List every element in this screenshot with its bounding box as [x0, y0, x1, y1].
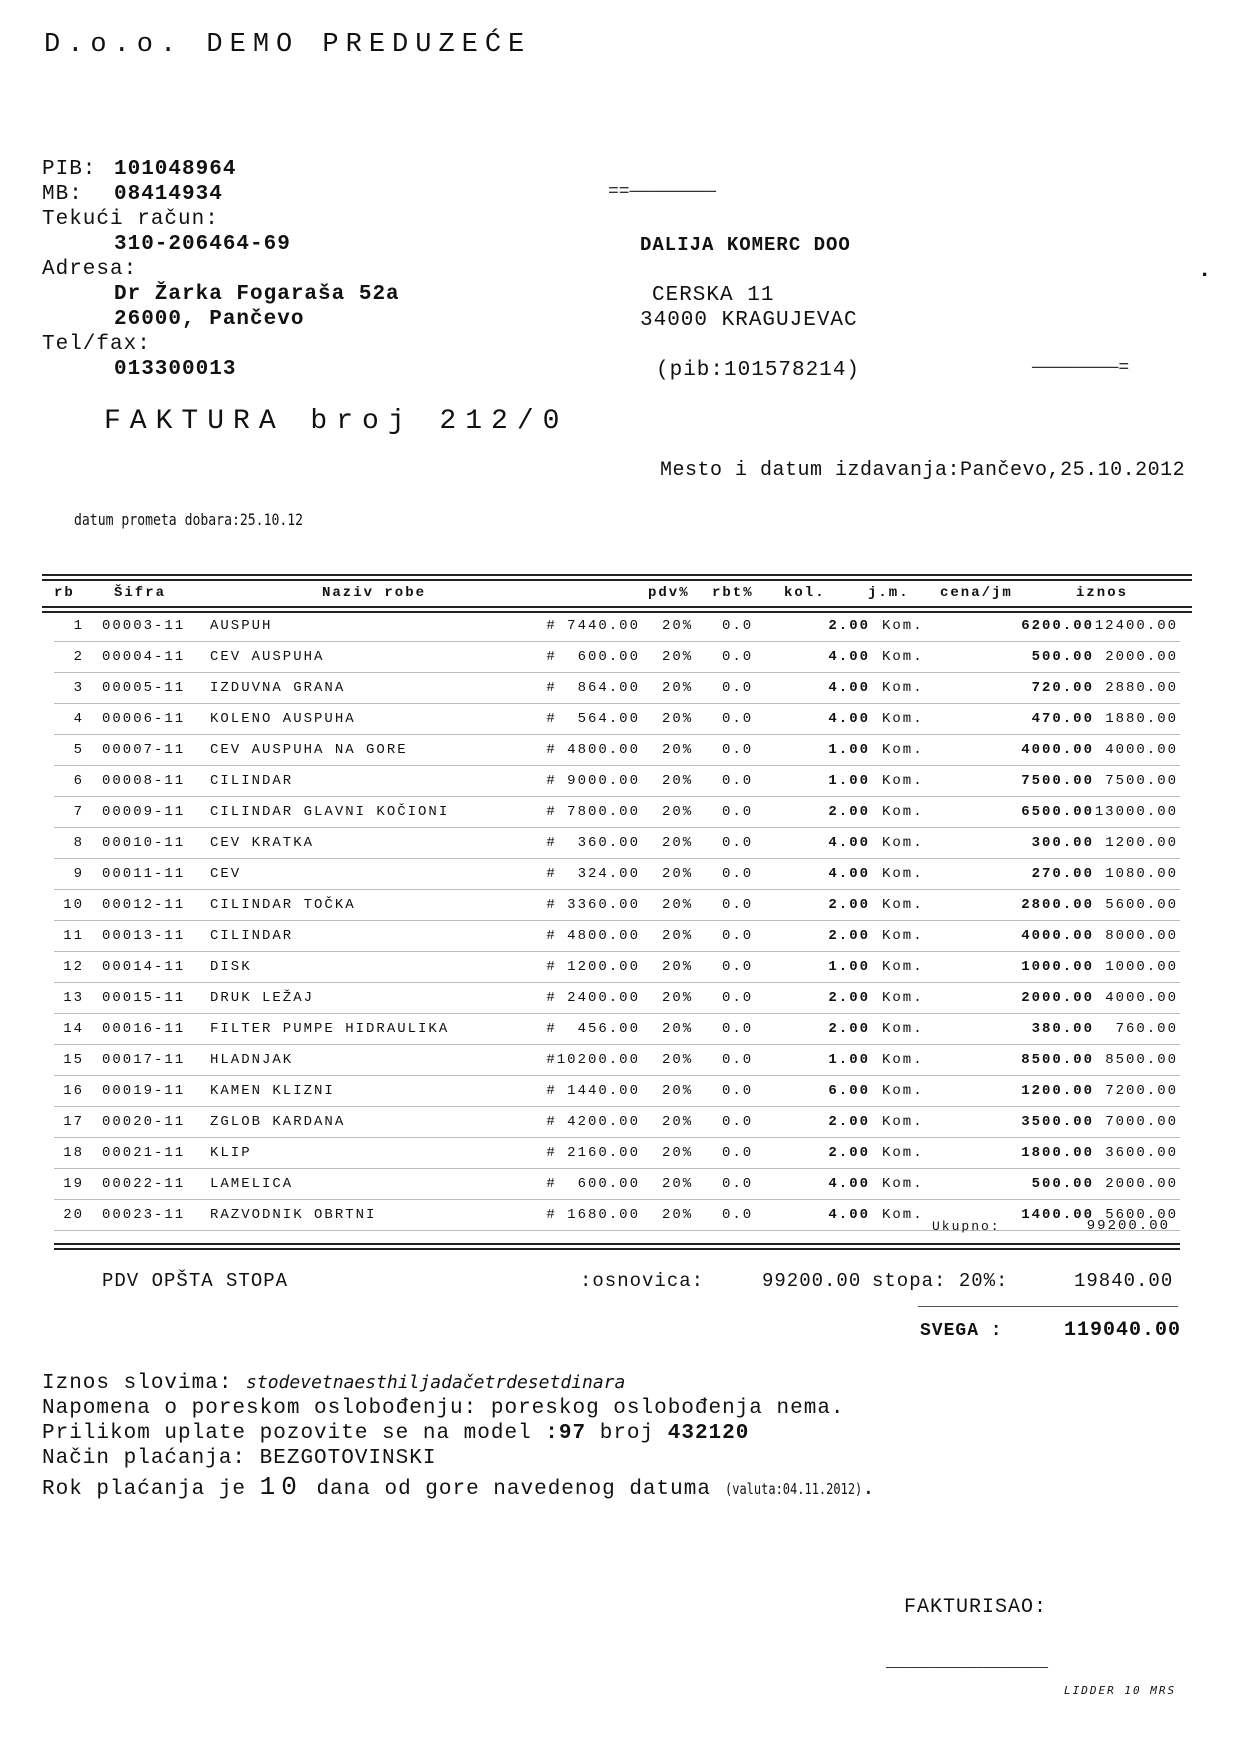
- payment-number-label: broj: [599, 1422, 655, 1445]
- cell-kol: 2.00: [828, 1114, 870, 1130]
- cell-cena: 720.00: [1031, 680, 1094, 696]
- cell-pdv: 20%: [662, 990, 694, 1006]
- cell-rbt: 0.0: [722, 1207, 754, 1223]
- cell-iznos: 2000.00: [1105, 1176, 1178, 1192]
- cell-jm: Kom.: [882, 711, 924, 727]
- cell-rb: 13: [63, 990, 84, 1006]
- cell-iznos: 4000.00: [1105, 990, 1178, 1006]
- cell-kol: 2.00: [828, 1145, 870, 1161]
- cell-sifra: 00019-11: [102, 1083, 186, 1099]
- cell-iznos: 13000.00: [1094, 804, 1178, 820]
- cell-rb: 3: [73, 680, 84, 696]
- cell-naziv: FILTER PUMPE HIDRAULIKA: [210, 1021, 450, 1037]
- col-iznos: iznos: [1076, 585, 1129, 601]
- cell-naziv: DISK: [210, 959, 252, 975]
- cell-iznos: 1880.00: [1105, 711, 1178, 727]
- cell-naziv: KLIP: [210, 1145, 252, 1161]
- cell-rb: 2: [73, 649, 84, 665]
- customer-dot: .: [1198, 258, 1212, 283]
- cell-pdv: 20%: [662, 1021, 694, 1037]
- table-top-rule: [42, 574, 1192, 581]
- cell-kol: 4.00: [828, 835, 870, 851]
- payment-model: :97: [545, 1422, 587, 1445]
- cell-sifra: 00004-11: [102, 649, 186, 665]
- cell-iznos: 12400.00: [1094, 618, 1178, 634]
- cell-naziv: CILINDAR GLAVNI KOČIONI: [210, 804, 450, 820]
- customer-top-marks: ==————————: [608, 182, 717, 202]
- cell-jm: Kom.: [882, 835, 924, 851]
- cell-cena: 7500.00: [1021, 773, 1094, 789]
- cell-sifra: 00013-11: [102, 928, 186, 944]
- cell-naziv: RAZVODNIK OBRTNI: [210, 1207, 377, 1223]
- cell-price: # 600.00: [546, 649, 640, 665]
- cell-rb: 10: [63, 897, 84, 913]
- cell-kol: 1.00: [828, 1052, 870, 1068]
- cell-rbt: 0.0: [722, 742, 754, 758]
- phone-label: Tel/fax:: [42, 333, 151, 356]
- cell-rbt: 0.0: [722, 711, 754, 727]
- cell-jm: Kom.: [882, 680, 924, 696]
- cell-iznos: 5600.00: [1105, 1207, 1178, 1223]
- cell-iznos: 7500.00: [1105, 773, 1178, 789]
- cell-iznos: 8500.00: [1105, 1052, 1178, 1068]
- cell-naziv: CEV AUSPUHA: [210, 649, 325, 665]
- tax-exemption-note: Napomena o poreskom oslobođenju: poreskog oslobođenja nema.: [42, 1397, 845, 1420]
- signature-label: FAKTURISAO:: [904, 1596, 1048, 1619]
- payment-term-text: Rok plaćanja je: [42, 1478, 247, 1501]
- issue-place-date: Mesto i datum izdavanja:Pančevo,25.10.2012: [660, 459, 1186, 482]
- invoice-items: [54, 611, 1180, 1231]
- cell-cena: 3500.00: [1021, 1114, 1094, 1130]
- cell-naziv: KAMEN KLIZNI: [210, 1083, 335, 1099]
- software-footer: LIDDER 10 MRS: [1064, 1684, 1177, 1697]
- customer-name: DALIJA KOMERC DOO: [640, 234, 851, 256]
- cell-jm: Kom.: [882, 742, 924, 758]
- cell-rb: 12: [63, 959, 84, 975]
- table-row: [54, 828, 1180, 859]
- cell-sifra: 00023-11: [102, 1207, 186, 1223]
- cell-price: # 1440.00: [546, 1083, 640, 1099]
- mb-label: MB:: [42, 183, 83, 206]
- cell-naziv: LAMELICA: [210, 1176, 294, 1192]
- valuta-date: (valuta:04.11.2012): [724, 1480, 862, 1498]
- cell-sifra: 00007-11: [102, 742, 186, 758]
- tax-base-value: 99200.00: [762, 1270, 862, 1292]
- cell-sifra: 00011-11: [102, 866, 186, 882]
- payment-term-end: .: [862, 1478, 876, 1501]
- mb-value: 08414934: [114, 183, 223, 206]
- cell-cena: 6200.00: [1021, 618, 1094, 634]
- cell-rbt: 0.0: [722, 959, 754, 975]
- cell-rbt: 0.0: [722, 1021, 754, 1037]
- table-row: [54, 1138, 1180, 1169]
- cell-jm: Kom.: [882, 990, 924, 1006]
- cell-kol: 2.00: [828, 618, 870, 634]
- cell-rbt: 0.0: [722, 1114, 754, 1130]
- total-label: Ukupno:: [932, 1219, 1001, 1234]
- cell-rbt: 0.0: [722, 990, 754, 1006]
- cell-jm: Kom.: [882, 649, 924, 665]
- cell-jm: Kom.: [882, 897, 924, 913]
- table-row: [54, 642, 1180, 673]
- cell-rb: 7: [73, 804, 84, 820]
- grand-total-value: 119040.00: [1064, 1319, 1182, 1342]
- table-row: [54, 1014, 1180, 1045]
- cell-iznos: 4000.00: [1105, 742, 1178, 758]
- cell-rb: 9: [73, 866, 84, 882]
- total-value: 99200.00: [1086, 1218, 1170, 1234]
- cell-pdv: 20%: [662, 1114, 694, 1130]
- cell-pdv: 20%: [662, 1052, 694, 1068]
- table-row: [54, 766, 1180, 797]
- cell-kol: 4.00: [828, 1207, 870, 1223]
- table-row: [54, 1107, 1180, 1138]
- cell-cena: 6500.00: [1021, 804, 1094, 820]
- cell-jm: Kom.: [882, 1207, 924, 1223]
- cell-pdv: 20%: [662, 649, 694, 665]
- cell-rb: 18: [63, 1145, 84, 1161]
- cell-price: # 360.00: [546, 835, 640, 851]
- cell-kol: 6.00: [828, 1083, 870, 1099]
- cell-pdv: 20%: [662, 618, 694, 634]
- cell-pdv: 20%: [662, 1207, 694, 1223]
- cell-rbt: 0.0: [722, 928, 754, 944]
- cell-sifra: 00022-11: [102, 1176, 186, 1192]
- cell-pdv: 20%: [662, 1083, 694, 1099]
- table-row: [54, 673, 1180, 704]
- cell-jm: Kom.: [882, 1083, 924, 1099]
- cell-price: # 324.00: [546, 866, 640, 882]
- cell-sifra: 00008-11: [102, 773, 186, 789]
- cell-iznos: 3600.00: [1105, 1145, 1178, 1161]
- cell-rbt: 0.0: [722, 1145, 754, 1161]
- cell-kol: 4.00: [828, 866, 870, 882]
- address-label: Adresa:: [42, 258, 138, 281]
- col-rbt: rbt%: [712, 585, 754, 601]
- cell-kol: 1.00: [828, 742, 870, 758]
- cell-iznos: 7000.00: [1105, 1114, 1178, 1130]
- cell-cena: 1200.00: [1021, 1083, 1094, 1099]
- customer-pib: (pib:101578214): [656, 359, 861, 382]
- col-rb: rb: [54, 585, 75, 601]
- pib-label: PIB:: [42, 158, 97, 181]
- grand-rule: [918, 1306, 1178, 1307]
- cell-sifra: 00010-11: [102, 835, 186, 851]
- cell-sifra: 00003-11: [102, 618, 186, 634]
- cell-rb: 1: [73, 618, 84, 634]
- cell-sifra: 00006-11: [102, 711, 186, 727]
- col-cena: cena/jm: [940, 585, 1013, 601]
- cell-rb: 5: [73, 742, 84, 758]
- table-header: [42, 582, 1192, 606]
- cell-cena: 1400.00: [1021, 1207, 1094, 1223]
- cell-cena: 380.00: [1031, 1021, 1094, 1037]
- cell-rb: 19: [63, 1176, 84, 1192]
- company-street: Dr Žarka Fogaraša 52a: [114, 283, 400, 306]
- cell-jm: Kom.: [882, 1052, 924, 1068]
- cell-pdv: 20%: [662, 835, 694, 851]
- tax-rate: stopa: 20%:: [872, 1270, 1009, 1292]
- cell-iznos: 1200.00: [1105, 835, 1178, 851]
- cell-price: # 4800.00: [546, 928, 640, 944]
- table-row: [54, 1169, 1180, 1200]
- cell-rb: 11: [63, 928, 84, 944]
- cell-naziv: DRUK LEŽAJ: [210, 990, 315, 1006]
- cell-rbt: 0.0: [722, 773, 754, 789]
- cell-naziv: CILINDAR TOČKA: [210, 897, 356, 913]
- cell-rb: 6: [73, 773, 84, 789]
- cell-price: #10200.00: [546, 1052, 640, 1068]
- cell-sifra: 00021-11: [102, 1145, 186, 1161]
- cell-rbt: 0.0: [722, 618, 754, 634]
- cell-price: # 3360.00: [546, 897, 640, 913]
- cell-jm: Kom.: [882, 804, 924, 820]
- pib-value: 101048964: [114, 158, 237, 181]
- cell-naziv: IZDUVNA GRANA: [210, 680, 346, 696]
- cell-cena: 500.00: [1031, 649, 1094, 665]
- col-naziv: Naziv robe: [322, 585, 427, 601]
- account-label: Tekući račun:: [42, 208, 219, 231]
- cell-jm: Kom.: [882, 1176, 924, 1192]
- customer-side-marks: ————————=: [1032, 358, 1130, 378]
- cell-naziv: CEV AUSPUHA NA GORE: [210, 742, 408, 758]
- cell-jm: Kom.: [882, 928, 924, 944]
- account-value: 310-206464-69: [114, 233, 291, 256]
- cell-rbt: 0.0: [722, 680, 754, 696]
- cell-sifra: 00017-11: [102, 1052, 186, 1068]
- cell-iznos: 1080.00: [1105, 866, 1178, 882]
- cell-pdv: 20%: [662, 1145, 694, 1161]
- cell-price: # 864.00: [546, 680, 640, 696]
- cell-kol: 4.00: [828, 649, 870, 665]
- cell-pdv: 20%: [662, 804, 694, 820]
- col-jm: j.m.: [868, 585, 910, 601]
- table-row: [54, 921, 1180, 952]
- cell-jm: Kom.: [882, 1021, 924, 1037]
- table-row: [54, 797, 1180, 828]
- phone-value: 013300013: [114, 358, 237, 381]
- cell-rb: 8: [73, 835, 84, 851]
- cell-jm: Kom.: [882, 1114, 924, 1130]
- cell-rbt: 0.0: [722, 1052, 754, 1068]
- amount-words-line: [42, 1372, 625, 1395]
- cell-price: # 2160.00: [546, 1145, 640, 1161]
- cell-price: # 456.00: [546, 1021, 640, 1037]
- tax-label: PDV OPŠTA STOPA: [102, 1270, 289, 1292]
- signature-line: _______________: [886, 1652, 1049, 1672]
- cell-cena: 4000.00: [1021, 928, 1094, 944]
- cell-pdv: 20%: [662, 742, 694, 758]
- cell-pdv: 20%: [662, 773, 694, 789]
- cell-price: # 9000.00: [546, 773, 640, 789]
- cell-naziv: HLADNJAK: [210, 1052, 294, 1068]
- company-city: 26000, Pančevo: [114, 308, 305, 331]
- payment-term: [42, 1472, 876, 1502]
- cell-iznos: 2880.00: [1105, 680, 1178, 696]
- cell-cena: 300.00: [1031, 835, 1094, 851]
- cell-price: # 7800.00: [546, 804, 640, 820]
- cell-rbt: 0.0: [722, 1176, 754, 1192]
- cell-jm: Kom.: [882, 618, 924, 634]
- cell-jm: Kom.: [882, 773, 924, 789]
- cell-price: # 600.00: [546, 1176, 640, 1192]
- cell-price: # 1200.00: [546, 959, 640, 975]
- cell-kol: 2.00: [828, 897, 870, 913]
- table-row: [54, 859, 1180, 890]
- table-row: [54, 952, 1180, 983]
- cell-price: # 7440.00: [546, 618, 640, 634]
- table-row: [54, 611, 1180, 642]
- cell-iznos: 5600.00: [1105, 897, 1178, 913]
- table-row: [54, 735, 1180, 766]
- table-row: [54, 890, 1180, 921]
- cell-sifra: 00009-11: [102, 804, 186, 820]
- cell-kol: 2.00: [828, 928, 870, 944]
- invoice-title: FAKTURA broj 212/0: [104, 406, 569, 437]
- col-kol: kol.: [784, 585, 826, 601]
- cell-jm: Kom.: [882, 866, 924, 882]
- cell-rbt: 0.0: [722, 804, 754, 820]
- table-row: [54, 704, 1180, 735]
- payment-number: 432120: [667, 1422, 750, 1445]
- cell-cena: 4000.00: [1021, 742, 1094, 758]
- payment-reference-text: Prilikom uplate pozovite se na model: [42, 1422, 532, 1445]
- table-bottom-rule: [54, 1243, 1180, 1250]
- cell-rbt: 0.0: [722, 866, 754, 882]
- cell-sifra: 00012-11: [102, 897, 186, 913]
- table-row: [54, 983, 1180, 1014]
- cell-rb: 14: [63, 1021, 84, 1037]
- cell-cena: 2000.00: [1021, 990, 1094, 1006]
- cell-kol: 4.00: [828, 680, 870, 696]
- cell-pdv: 20%: [662, 680, 694, 696]
- cell-sifra: 00016-11: [102, 1021, 186, 1037]
- cell-naziv: ZGLOB KARDANA: [210, 1114, 346, 1130]
- cell-cena: 2800.00: [1021, 897, 1094, 913]
- cell-naziv: CEV: [210, 866, 242, 882]
- cell-kol: 4.00: [828, 711, 870, 727]
- table-row: [54, 1200, 1180, 1231]
- cell-rb: 17: [63, 1114, 84, 1130]
- cell-sifra: 00014-11: [102, 959, 186, 975]
- cell-cena: 270.00: [1031, 866, 1094, 882]
- cell-pdv: 20%: [662, 1176, 694, 1192]
- cell-price: # 4800.00: [546, 742, 640, 758]
- payment-reference: [42, 1422, 749, 1445]
- cell-jm: Kom.: [882, 1145, 924, 1161]
- cell-sifra: 00005-11: [102, 680, 186, 696]
- cell-rbt: 0.0: [722, 835, 754, 851]
- cell-rb: 20: [63, 1207, 84, 1223]
- cell-iznos: 760.00: [1115, 1021, 1178, 1037]
- amount-words-label: Iznos slovima:: [42, 1372, 233, 1395]
- cell-cena: 1800.00: [1021, 1145, 1094, 1161]
- cell-pdv: 20%: [662, 897, 694, 913]
- cell-rb: 16: [63, 1083, 84, 1099]
- cell-price: # 564.00: [546, 711, 640, 727]
- tax-amount: 19840.00: [1074, 1270, 1174, 1292]
- cell-pdv: 20%: [662, 866, 694, 882]
- table-row: [54, 1045, 1180, 1076]
- payment-term-rest: dana od gore navedenog datuma: [316, 1478, 711, 1501]
- cell-cena: 500.00: [1031, 1176, 1094, 1192]
- cell-iznos: 7200.00: [1105, 1083, 1178, 1099]
- cell-kol: 2.00: [828, 1021, 870, 1037]
- company-name: D.o.o. DEMO PREDUZEĆE: [44, 30, 532, 60]
- cell-rbt: 0.0: [722, 649, 754, 665]
- cell-price: # 1680.00: [546, 1207, 640, 1223]
- col-pdv: pdv%: [648, 585, 690, 601]
- cell-naziv: CILINDAR: [210, 928, 294, 944]
- table-row: [54, 1076, 1180, 1107]
- cell-rbt: 0.0: [722, 897, 754, 913]
- payment-method: Način plaćanja: BEZGOTOVINSKI: [42, 1447, 437, 1470]
- grand-total-label: SVEGA :: [920, 1321, 1003, 1341]
- cell-kol: 2.00: [828, 990, 870, 1006]
- cell-cena: 470.00: [1031, 711, 1094, 727]
- amount-words: stodevetnaesthiljadačetrdesetdinara: [246, 1372, 626, 1393]
- cell-pdv: 20%: [662, 928, 694, 944]
- cell-naziv: KOLENO AUSPUHA: [210, 711, 356, 727]
- cell-cena: 8500.00: [1021, 1052, 1094, 1068]
- tax-base-label: :osnovica:: [580, 1270, 705, 1292]
- cell-iznos: 2000.00: [1105, 649, 1178, 665]
- cell-iznos: 1000.00: [1105, 959, 1178, 975]
- cell-naziv: CILINDAR: [210, 773, 294, 789]
- cell-pdv: 20%: [662, 959, 694, 975]
- cell-price: # 2400.00: [546, 990, 640, 1006]
- cell-sifra: 00015-11: [102, 990, 186, 1006]
- cell-pdv: 20%: [662, 711, 694, 727]
- cell-kol: 1.00: [828, 773, 870, 789]
- cell-cena: 1000.00: [1021, 959, 1094, 975]
- cell-kol: 4.00: [828, 1176, 870, 1192]
- cell-rbt: 0.0: [722, 1083, 754, 1099]
- cell-kol: 2.00: [828, 804, 870, 820]
- cell-rb: 15: [63, 1052, 84, 1068]
- turnover-date: datum prometa dobara:25.10.12: [74, 510, 304, 529]
- cell-rb: 4: [73, 711, 84, 727]
- cell-kol: 1.00: [828, 959, 870, 975]
- col-sifra: Šifra: [114, 585, 167, 601]
- cell-naziv: CEV KRATKA: [210, 835, 315, 851]
- cell-jm: Kom.: [882, 959, 924, 975]
- cell-price: # 4200.00: [546, 1114, 640, 1130]
- payment-term-days: 10: [259, 1472, 303, 1502]
- cell-sifra: 00020-11: [102, 1114, 186, 1130]
- cell-iznos: 8000.00: [1105, 928, 1178, 944]
- cell-naziv: AUSPUH: [210, 618, 273, 634]
- customer-street: CERSKA 11: [652, 284, 775, 307]
- customer-city: 34000 KRAGUJEVAC: [640, 309, 858, 332]
